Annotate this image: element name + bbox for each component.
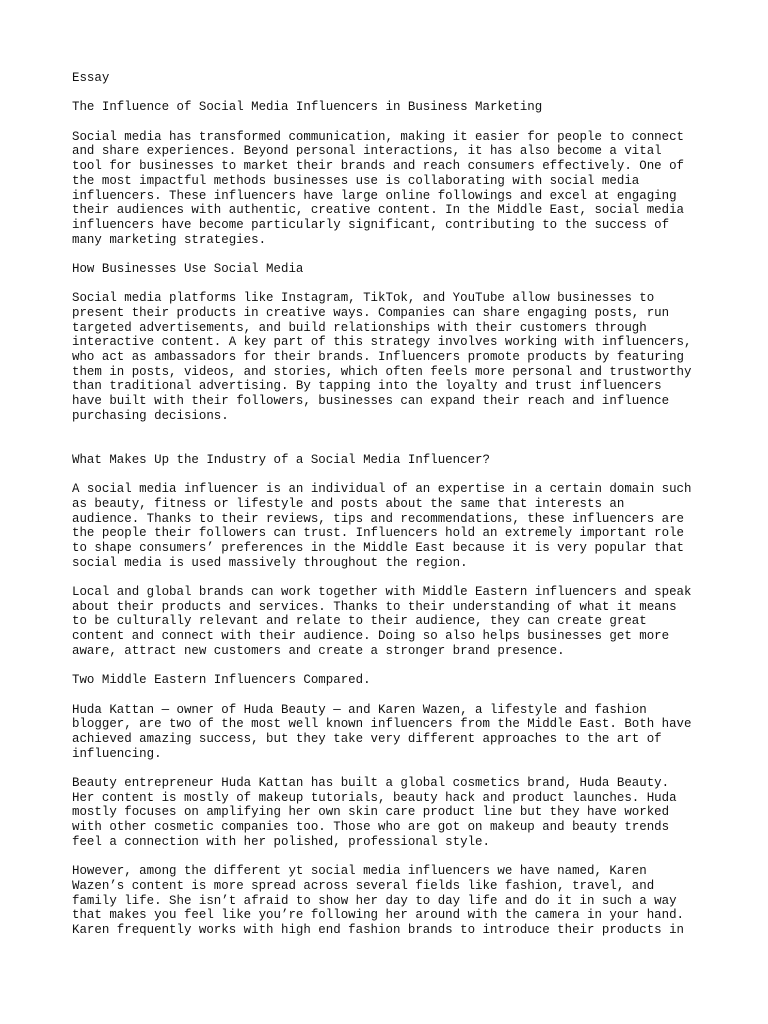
text-line: social media is used massively throughout the region. [72,555,468,570]
text-line: who act as ambassadors for their brands. Influencers promote products by featuring [72,350,685,365]
text-line: than traditional advertising. By tapping into the loyalty and trust influencers [72,379,662,394]
text-line: have built with their followers, businesses can expand their reach and influence [72,394,670,409]
text-line: that makes you feel like you’re following her around with the camera in your hand. [72,908,685,923]
section-paragraph [72,776,712,849]
text-line: about their products and services. Thanks to their understanding of what it means [72,599,677,614]
text-line: Karen frequently works with high end fashion brands to introduce their products in [72,922,685,937]
text-line: aware, attract new customers and create a stronger brand presence. [72,643,565,658]
text-line: Her content is mostly of makeup tutorials, beauty hack and product launches. Huda [72,790,677,805]
text-line: with other cosmetic companies too. Those who are got on makeup and beauty trends [72,820,670,835]
text-line: them in posts, videos, and stories, which often feels more personal and trustworthy [72,364,692,379]
section-paragraph [72,482,712,570]
text-line: Local and global brands can work together with Middle Eastern influencers and speak [72,585,692,600]
text-line: Huda Kattan — owner of Huda Beauty — and Karen Wazen, a lifestyle and fashion [72,702,647,717]
text-line: the most impactful methods businesses use is collaborating with social media [72,173,640,188]
text-line: Social media has transformed communication, making it easier for people to connect [72,129,685,144]
text-line: family life. She isn’t afraid to show her day to day life and do it in such a way [72,893,677,908]
text-line: many marketing strategies. [72,232,267,247]
document-label: Essay [72,71,110,85]
text-line: influencing. [72,746,162,761]
text-line: and share experiences. Beyond personal interactions, it has also become a vital [72,144,662,159]
text-line: achieved amazing success, but they take very different approaches to the art of [72,731,662,746]
intro-paragraph [72,130,712,248]
text-line: present their products in creative ways. Companies can share engaging posts, run [72,306,670,320]
text-line: Beauty entrepreneur Huda Kattan has built a global cosmetics brand, Huda Beauty. [72,776,670,791]
section-paragraph [72,291,712,423]
document-title: The Influence of Social Media Influencers in Business Marketing [72,100,543,115]
text-line: influencers. These influencers have large online followings and excel at engaging [72,188,677,203]
text-line: the people their followers can trust. Influencers hold an extremely important role [72,526,685,541]
section-heading: Two Middle Eastern Influencers Compared. [72,673,371,688]
text-line: blogger, are two of the most well known influencers from the Middle East. Both have [72,717,692,732]
text-line: influencers have become particularly significant, contributing to the success of [72,217,670,232]
text-line: feel a connection with her polished, professional style. [72,834,490,849]
text-line: targeted advertisements, and build relationships with their customers through [72,320,647,335]
text-line: as beauty, fitness or lifestyle and posts about the same that interests an [72,496,625,511]
document-page [72,71,712,938]
text-line: content and connect with their audience. Doing so also helps businesses get more [72,629,670,644]
text-line: tool for businesses to market their brands and reach consumers effectively. One of [72,159,685,174]
text-line: Social media platforms like Instagram, TikTok, and YouTube allow businesses to [72,291,655,306]
text-line: to shape consumers’ preferences in the Middle East because it is very popular that [72,541,685,556]
section-paragraph [72,585,712,658]
text-line: their audiences with authentic, creative content. In the Middle East, social media [72,203,685,218]
text-line: to be culturally relevant and relate to their audience, they can create great [72,614,647,629]
section-paragraph [72,703,712,762]
text-line: However, among the different yt social media influencers we have named, Karen [72,864,647,879]
text-line: audience. Thanks to their reviews, tips and recommendations, these influencers are [72,511,685,526]
text-line: interactive content. A key part of this strategy involves working with influencers, [72,335,692,350]
section-heading: What Makes Up the Industry of a Social Media Influencer? [72,452,490,467]
section-paragraph [72,864,712,937]
text-line: mostly focuses on amplifying her own skin care product line but they have worked [72,805,670,820]
text-line: A social media influencer is an individual of an expertise in a certain domain such [72,482,692,497]
section-heading: How Businesses Use Social Media [72,261,304,276]
text-line: purchasing decisions. [72,408,229,423]
text-line: Wazen’s content is more spread across several fields like fashion, travel, and [72,878,655,893]
